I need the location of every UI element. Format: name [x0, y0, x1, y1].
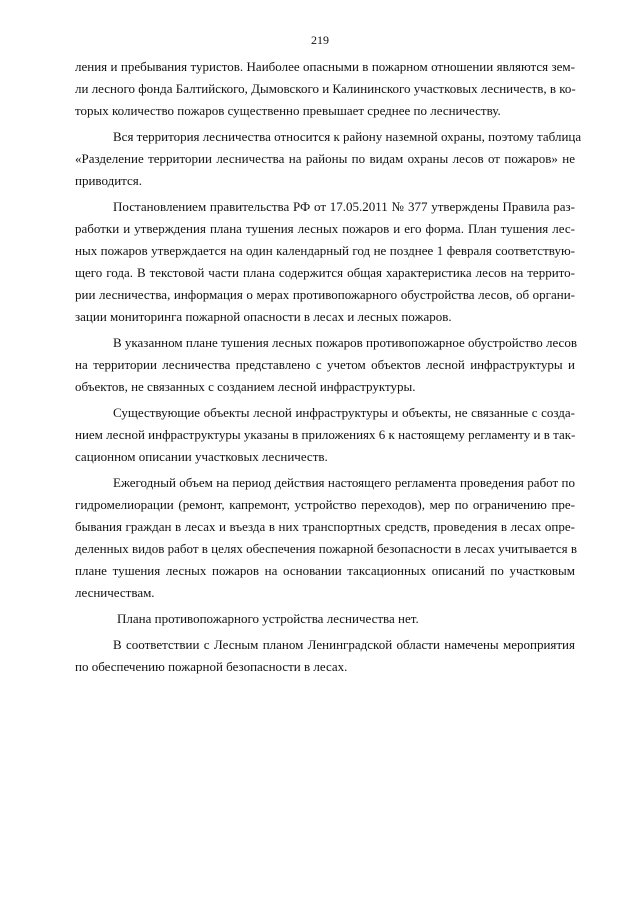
text-line: В соответствии с Лесным планом Ленинградской области намечены мероприятия — [113, 637, 575, 652]
text-line: сационном описании участковых лесничеств. — [75, 449, 328, 464]
text-line: зации мониторинга пожарной опасности в лесах и лесных пожаров. — [75, 309, 452, 324]
text-line: лесничествам. — [75, 585, 155, 600]
text-line: работки и утверждения плана тушения лесных пожаров и его форма. План тушения лес- — [75, 221, 575, 236]
text-line: приводится. — [75, 173, 142, 188]
text-line: Существующие объекты лесной инфраструктуры и объекты, не связанные с созда- — [113, 405, 575, 420]
text-line: рии лесничества, информация о мерах противопожарного обустройства лесов, об органи- — [75, 287, 575, 302]
paragraph-1 — [75, 56, 575, 122]
paragraph-4 — [75, 332, 575, 398]
paragraph-3 — [75, 196, 575, 328]
paragraph-8 — [75, 634, 575, 678]
text-line: Вся территория лесничества относится к району наземной охраны, поэтому таблица — [113, 129, 582, 144]
text-line: по обеспечению пожарной безопасности в лесах. — [75, 659, 348, 674]
text-line: ления и пребывания туристов. Наиболее опасными в пожарном отношении являются зем- — [75, 59, 575, 74]
text-line: объектов, не связанных с созданием лесной инфраструктуры. — [75, 379, 416, 394]
paragraph-6 — [75, 472, 578, 604]
text-line: плане тушения лесных пожаров на основании таксационных описаний по участковым — [75, 563, 575, 578]
paragraph-2 — [75, 126, 582, 192]
text-line: на территории лесничества представлено с учетом объектов лесной инфраструктуры и — [75, 357, 575, 372]
page-number: 219 — [311, 33, 329, 47]
paragraph-7 — [75, 608, 575, 630]
text-line: щего года. В текстовой части плана содержится общая характеристика лесов на террито- — [75, 265, 575, 280]
text-line: Постановлением правительства РФ от 17.05.2011 № 377 утверждены Правила раз- — [113, 199, 575, 214]
text-line: торых количество пожаров существенно превышает среднее по лесничеству. — [75, 103, 501, 118]
text-line: нием лесной инфраструктуры указаны в приложениях 6 к настоящему регламенту и в так- — [75, 427, 576, 442]
text-line: гидромелиорации (ремонт, капремонт, устройство переходов), мер по ограничению пре- — [75, 497, 575, 512]
text-line: «Разделение территории лесничества на районы по видам охраны лесов от пожаров» не — [75, 151, 575, 166]
text-line: В указанном плане тушения лесных пожаров противопожарное обустройство лесов — [113, 335, 577, 350]
text-line: Ежегодный объем на период действия настоящего регламента проведения работ по — [113, 475, 575, 490]
text-line: Плана противопожарного устройства лесничества нет. — [117, 611, 419, 626]
text-line: бывания граждан в лесах и въезда в них транспортных средств, проведения в лесах опре- — [75, 519, 575, 534]
text-line: ли лесного фонда Балтийского, Дымовского и Калининского участковых лесничеств, в ко- — [75, 81, 576, 96]
paragraph-5 — [75, 402, 575, 468]
text-line: деленных видов работ в целях обеспечения пожарной безопасности в лесах учитывается в — [75, 541, 578, 556]
text-line: ных пожаров утверждается на один календарный год не позднее 1 февраля соответствую- — [75, 243, 575, 258]
body-text — [75, 56, 582, 678]
